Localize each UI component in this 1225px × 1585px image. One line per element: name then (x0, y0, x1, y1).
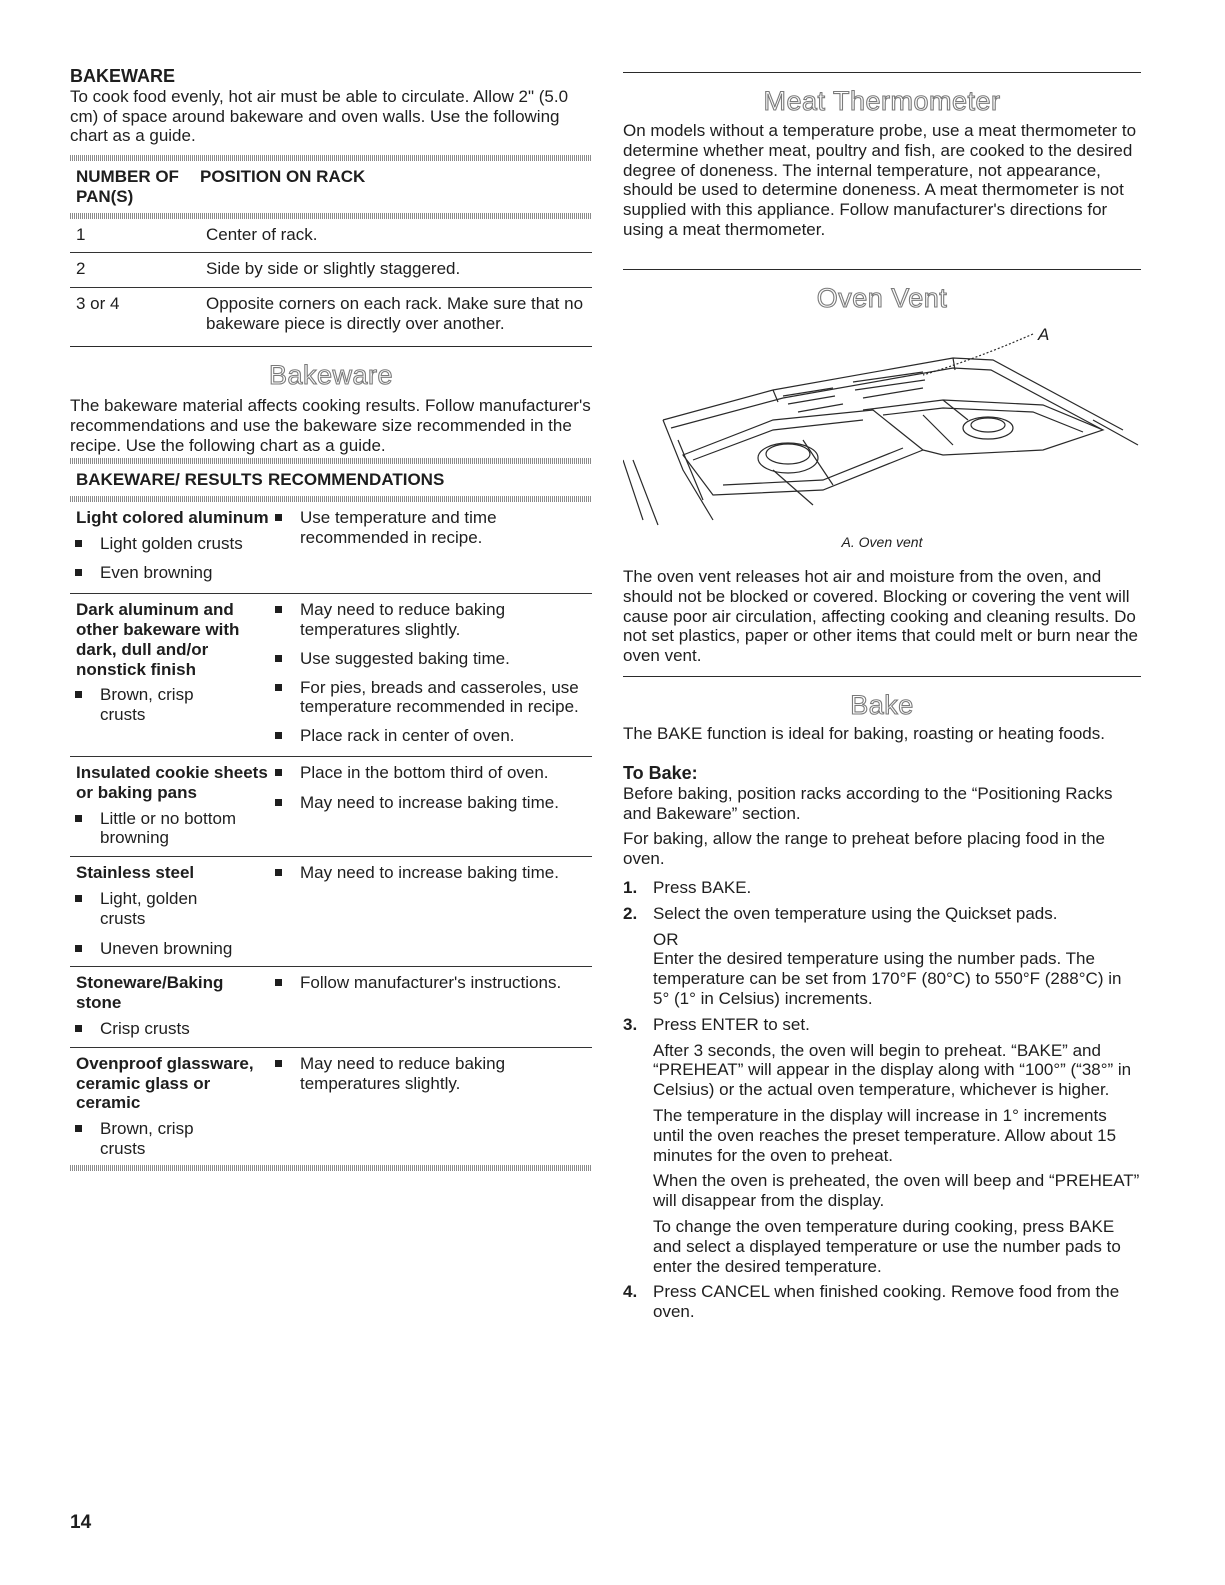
meat-thermometer-title: Meat Thermometer (763, 86, 1001, 116)
result-item: Light golden crusts (70, 534, 270, 554)
to-bake-heading: To Bake: (623, 763, 698, 783)
step-text: Press CANCEL when finished cooking. Remove food from the oven. (653, 1282, 1120, 1322)
recommendation-item: May need to reduce baking temperatures slightly. (270, 600, 592, 640)
bakeware-name: Stainless steel (76, 863, 195, 883)
step-text: Press BAKE. (653, 878, 752, 897)
recommendation-item: Place in the bottom third of oven. (270, 763, 592, 783)
step-or: OR (653, 929, 679, 949)
row-number: 3 or 4 (76, 294, 120, 314)
pan-position-table (70, 155, 592, 334)
row-position: Opposite corners on each rack. Make sure that no bakeware piece is directly over another. (206, 294, 584, 333)
bullet-icon (70, 685, 100, 725)
step-item (623, 904, 1141, 1009)
table-row (70, 288, 592, 334)
step-number: 4. (623, 1282, 638, 1302)
bake-text: The BAKE function is ideal for baking, roasting or heating foods. (623, 724, 1105, 743)
row-position: Center of rack. (206, 224, 318, 244)
recommendation-item: May need to increase baking time. (270, 863, 592, 883)
bakeware-name: Light colored aluminum (76, 507, 269, 527)
recommendation-item: Use temperature and time recommended in recipe. (270, 508, 592, 548)
bullet-icon (70, 563, 100, 583)
bullet-icon (70, 534, 100, 554)
bullet-icon (270, 973, 300, 993)
bakeware-intro: To cook food evenly, hot air must be able to circulate. Allow 2" (5.0 cm) of space around bakeware and oven walls. Use the following chart as a guide. (70, 86, 569, 146)
oven-vent-text: The oven vent releases hot air and moisture from the oven, and should not be blocked or covered. Blocking or covering the vent will cause poor air circulation, affecting cooking and cleaning results. Do not set plastics, paper or other items that could melt or burn near the oven vent. (623, 567, 1138, 666)
header-number: NUMBER OF PAN(S) (76, 167, 179, 206)
page-number: 14 (70, 1512, 92, 1533)
bullet-icon (270, 763, 300, 783)
section-rule (623, 676, 1141, 677)
step-number: 3. (623, 1014, 638, 1034)
step-item (623, 1015, 1141, 1277)
step-item (623, 878, 1141, 898)
section-rule (623, 269, 1141, 270)
table-bottom-divider (70, 1165, 592, 1171)
bullet-icon (270, 678, 300, 718)
step-detail: When the oven is preheated, the oven will beep and “PREHEAT” will disappear from the display. (653, 1171, 1140, 1211)
bullet-icon (70, 1119, 100, 1159)
section-rule (623, 72, 1141, 73)
vent-figure-caption: A. Oven vent (841, 534, 923, 550)
result-item: Little or no bottom browning (70, 809, 270, 849)
result-item: Uneven browning (70, 939, 270, 959)
bullet-icon (70, 939, 100, 959)
result-item: Brown, crisp crusts (70, 685, 230, 725)
bullet-icon (270, 863, 300, 883)
recommendation-item: May need to reduce baking temperatures slightly. (270, 1054, 592, 1094)
step-text: Press ENTER to set. (653, 1014, 810, 1034)
table-header-row (70, 161, 592, 213)
step-item (623, 1282, 1141, 1322)
bakeware-section-text: The bakeware material affects cooking results. Follow manufacturer's recommendations and use the bakeware size recommended in the recipe. Use the following chart as a guide. (70, 396, 591, 455)
meat-thermometer-text: On models without a temperature probe, use a meat thermometer to determine whether meat, poultry and fish, are cooked to the desired degree of doneness. The internal temperature, not appearance, should be used to determine doneness. A meat thermometer is not supplied with this appliance. Follow manufacturer's directions for using a meat thermometer. (623, 121, 1137, 239)
result-item: Crisp crusts (70, 1019, 270, 1039)
step-number: 2. (623, 903, 638, 923)
table-row (70, 757, 592, 856)
bullet-icon (70, 1019, 100, 1039)
bakeware-name: Dark aluminum and other bakeware with dark, dull and/or nonstick finish (76, 600, 240, 679)
bakeware-heading: BAKEWARE (70, 66, 176, 86)
to-bake-paragraph: Before baking, position racks according to the “Positioning Racks and Bakeware” section. (623, 783, 1113, 823)
bakeware-table (70, 458, 592, 1171)
bullet-icon (270, 600, 300, 640)
to-bake-paragraph: For baking, allow the range to preheat before placing food in the oven. (623, 829, 1105, 869)
row-number: 2 (76, 259, 86, 279)
step-detail: To change the oven temperature during cooking, press BAKE and select a displayed temperature or use the number pads to enter the desired temperature. (653, 1216, 1121, 1276)
bullet-icon (270, 649, 300, 669)
result-item: Brown, crisp crusts (70, 1119, 220, 1159)
table-header-row (70, 464, 592, 496)
bullet-icon (270, 726, 300, 746)
bullet-icon (270, 1054, 300, 1094)
result-item: Light, golden crusts (70, 889, 220, 929)
result-item: Even browning (70, 563, 270, 583)
oven-vent-illustration (623, 320, 1141, 535)
bullet-icon (70, 889, 100, 929)
recommendation-item: Follow manufacturer's instructions. (270, 973, 592, 993)
bakeware-name: Stoneware/Baking stone (76, 973, 224, 1013)
bullet-icon (70, 809, 100, 849)
recommendation-item: For pies, breads and casseroles, use temperature recommended in recipe. (270, 678, 592, 718)
recommendation-item: Place rack in center of oven. (270, 726, 592, 746)
table-row (70, 502, 592, 593)
step-number: 1. (623, 878, 638, 897)
recommendation-item: May need to increase baking time. (270, 793, 592, 813)
bake-steps (623, 878, 1141, 1322)
bakeware-section-title: Bakeware (268, 360, 394, 390)
row-position: Side by side or slightly staggered. (206, 259, 461, 279)
step-text: Select the oven temperature using the Quickset pads. (653, 903, 1058, 923)
table-row (70, 253, 592, 287)
step-detail: Enter the desired temperature using the number pads. The temperature can be set from 170°F (80°C) to 550°F (288°C) in 5° (1° in Celsius) increments. (653, 949, 1122, 1008)
bakeware-name: Insulated cookie sheets or baking pans (76, 762, 268, 802)
recommendation-item: Use suggested baking time. (270, 649, 592, 669)
table-row (70, 967, 592, 1046)
vent-callout-label: A (1038, 325, 1050, 344)
table-row (70, 1048, 592, 1165)
bakeware-name: Ovenproof glassware, ceramic glass or ceramic (76, 1053, 254, 1113)
bullet-icon (270, 508, 300, 548)
table-row (70, 219, 592, 253)
oven-vent-title: Oven Vent (816, 283, 948, 313)
bullet-icon (270, 793, 300, 813)
header-position: POSITION ON RACK (200, 167, 366, 186)
cooktop-vent-drawing (623, 320, 1141, 535)
section-rule (70, 346, 592, 347)
row-number: 1 (76, 224, 86, 244)
table-row (70, 594, 592, 756)
header-recommendations: RECOMMENDATIONS (268, 470, 445, 489)
step-detail: After 3 seconds, the oven will begin to preheat. “BAKE” and “PREHEAT” will appear in the display along with “100°” (“38°” in Celsius) or the actual oven temperature, whichever is higher. (653, 1040, 1132, 1100)
header-bakeware: BAKEWARE/ RESULTS (76, 470, 263, 489)
table-row (70, 857, 592, 966)
bake-title: Bake (850, 690, 914, 720)
step-detail: The temperature in the display will increase in 1° increments until the oven reaches the preset temperature. Allow about 15 minutes for the oven to preheat. (653, 1105, 1117, 1165)
